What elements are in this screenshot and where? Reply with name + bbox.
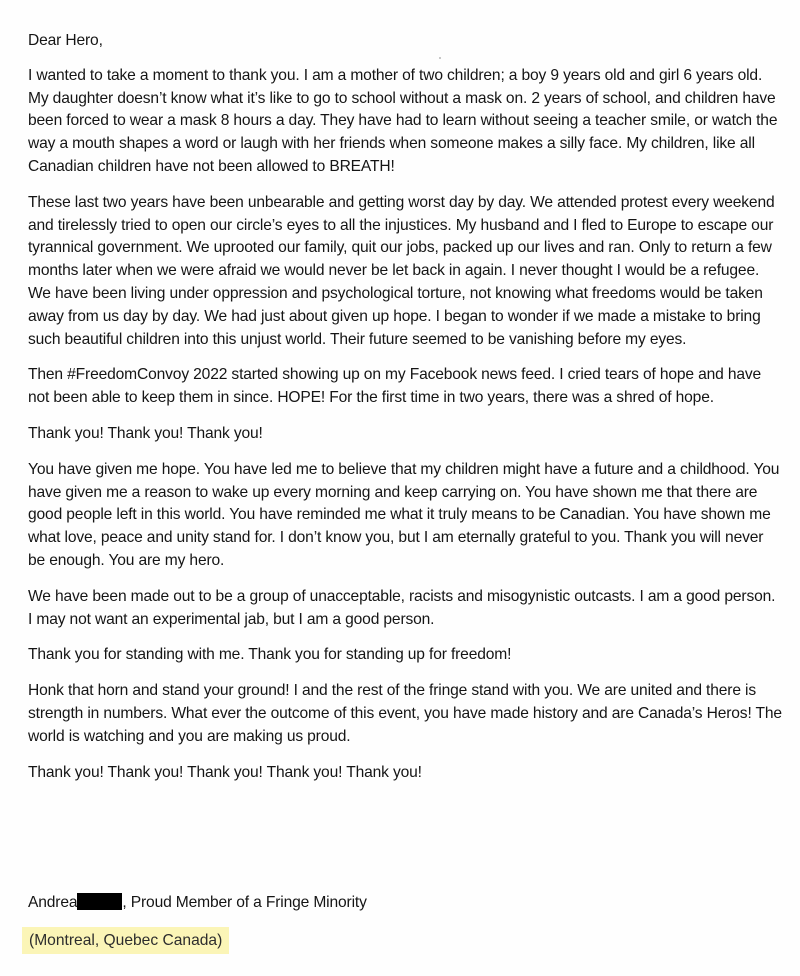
letter-body — [28, 30, 783, 797]
paragraph-standing: Thank you for standing with me. Thank you for standing up for freedom! — [28, 646, 512, 664]
paragraph-honk: Honk that horn and stand your ground! I and the rest of the fringe stand with you. We are united and there is strength in numbers. What ever the outcome of this event, you have made history and are Canada’s Heros! The world is watching and you are making us proud. — [28, 682, 782, 745]
signature-name: Andrea — [28, 894, 78, 911]
signature-line — [28, 892, 367, 914]
salutation: Dear Hero, — [28, 32, 103, 49]
paragraph-thanks-long: Thank you! Thank you! Thank you! Thank you! Thank you! — [28, 763, 422, 781]
paragraph-thanks-short: Thank you! Thank you! Thank you! — [28, 424, 263, 442]
signature-location: (Montreal, Quebec Canada) — [22, 927, 229, 954]
paragraph-last-two-years: These last two years have been unbearable and getting worst day by day. We attended protest every weekend and tirelessly tried to open our circle’s eyes to all the injustices. My husband and I fled to Europe to escape our tyrannical government. We uprooted our family, quit our jobs, packed up our lives and ran. Only to return a few months later when we were afraid we would never be let back in again. I never thought I would be a refugee. We have been living under oppression and psychological torture, not knowing what freedoms would be taken away from us day by day. We had just about given up hope. I began to wonder if we made a mistake to bring such beautiful children into this unjust world. Their future seemed to be vanishing before my eyes. — [28, 193, 775, 348]
redacted-surname — [77, 893, 122, 910]
paragraph-hope: You have given me hope. You have led me to believe that my children might have a future and a childhood. You have given me a reason to wake up every morning and keep carrying on. You have shown me that there are good people left in this world. You have reminded me what it truly means to be Canadian. You have shown me what love, peace and unity stand for. I don’t know you, but I am eternally grateful to you. Thank you will never be enough. You are my hero. — [28, 460, 780, 569]
paragraph-good-person: We have been made out to be a group of unacceptable, racists and misogynistic outcasts. I am a good person. I may not want an experimental jab, but I am a good person. — [28, 587, 776, 628]
paragraph-intro: I wanted to take a moment to thank you. I am a mother of two children; a boy 9 years old and girl 6 years old. My daughter doesn’t know what it’s like to go to school without a mask on. 2 years of school, and children have been forced to wear a mask 8 hours a day. They have had to learn without seeing a teacher smile, or watch the way a mouth shapes a word or laugh with her friends when someone makes a silly face. My children, like all Canadian children have not been allowed to BREATH! — [28, 66, 778, 175]
signature-title: , Proud Member of a Fringe Minority — [122, 894, 367, 911]
paragraph-freedom-convoy: Then #FreedomConvoy 2022 started showing up on my Facebook news feed. I cried tears of hope and have not been able to keep them in since. HOPE! For the first time in two years, there was a shred of hope. — [28, 366, 762, 407]
